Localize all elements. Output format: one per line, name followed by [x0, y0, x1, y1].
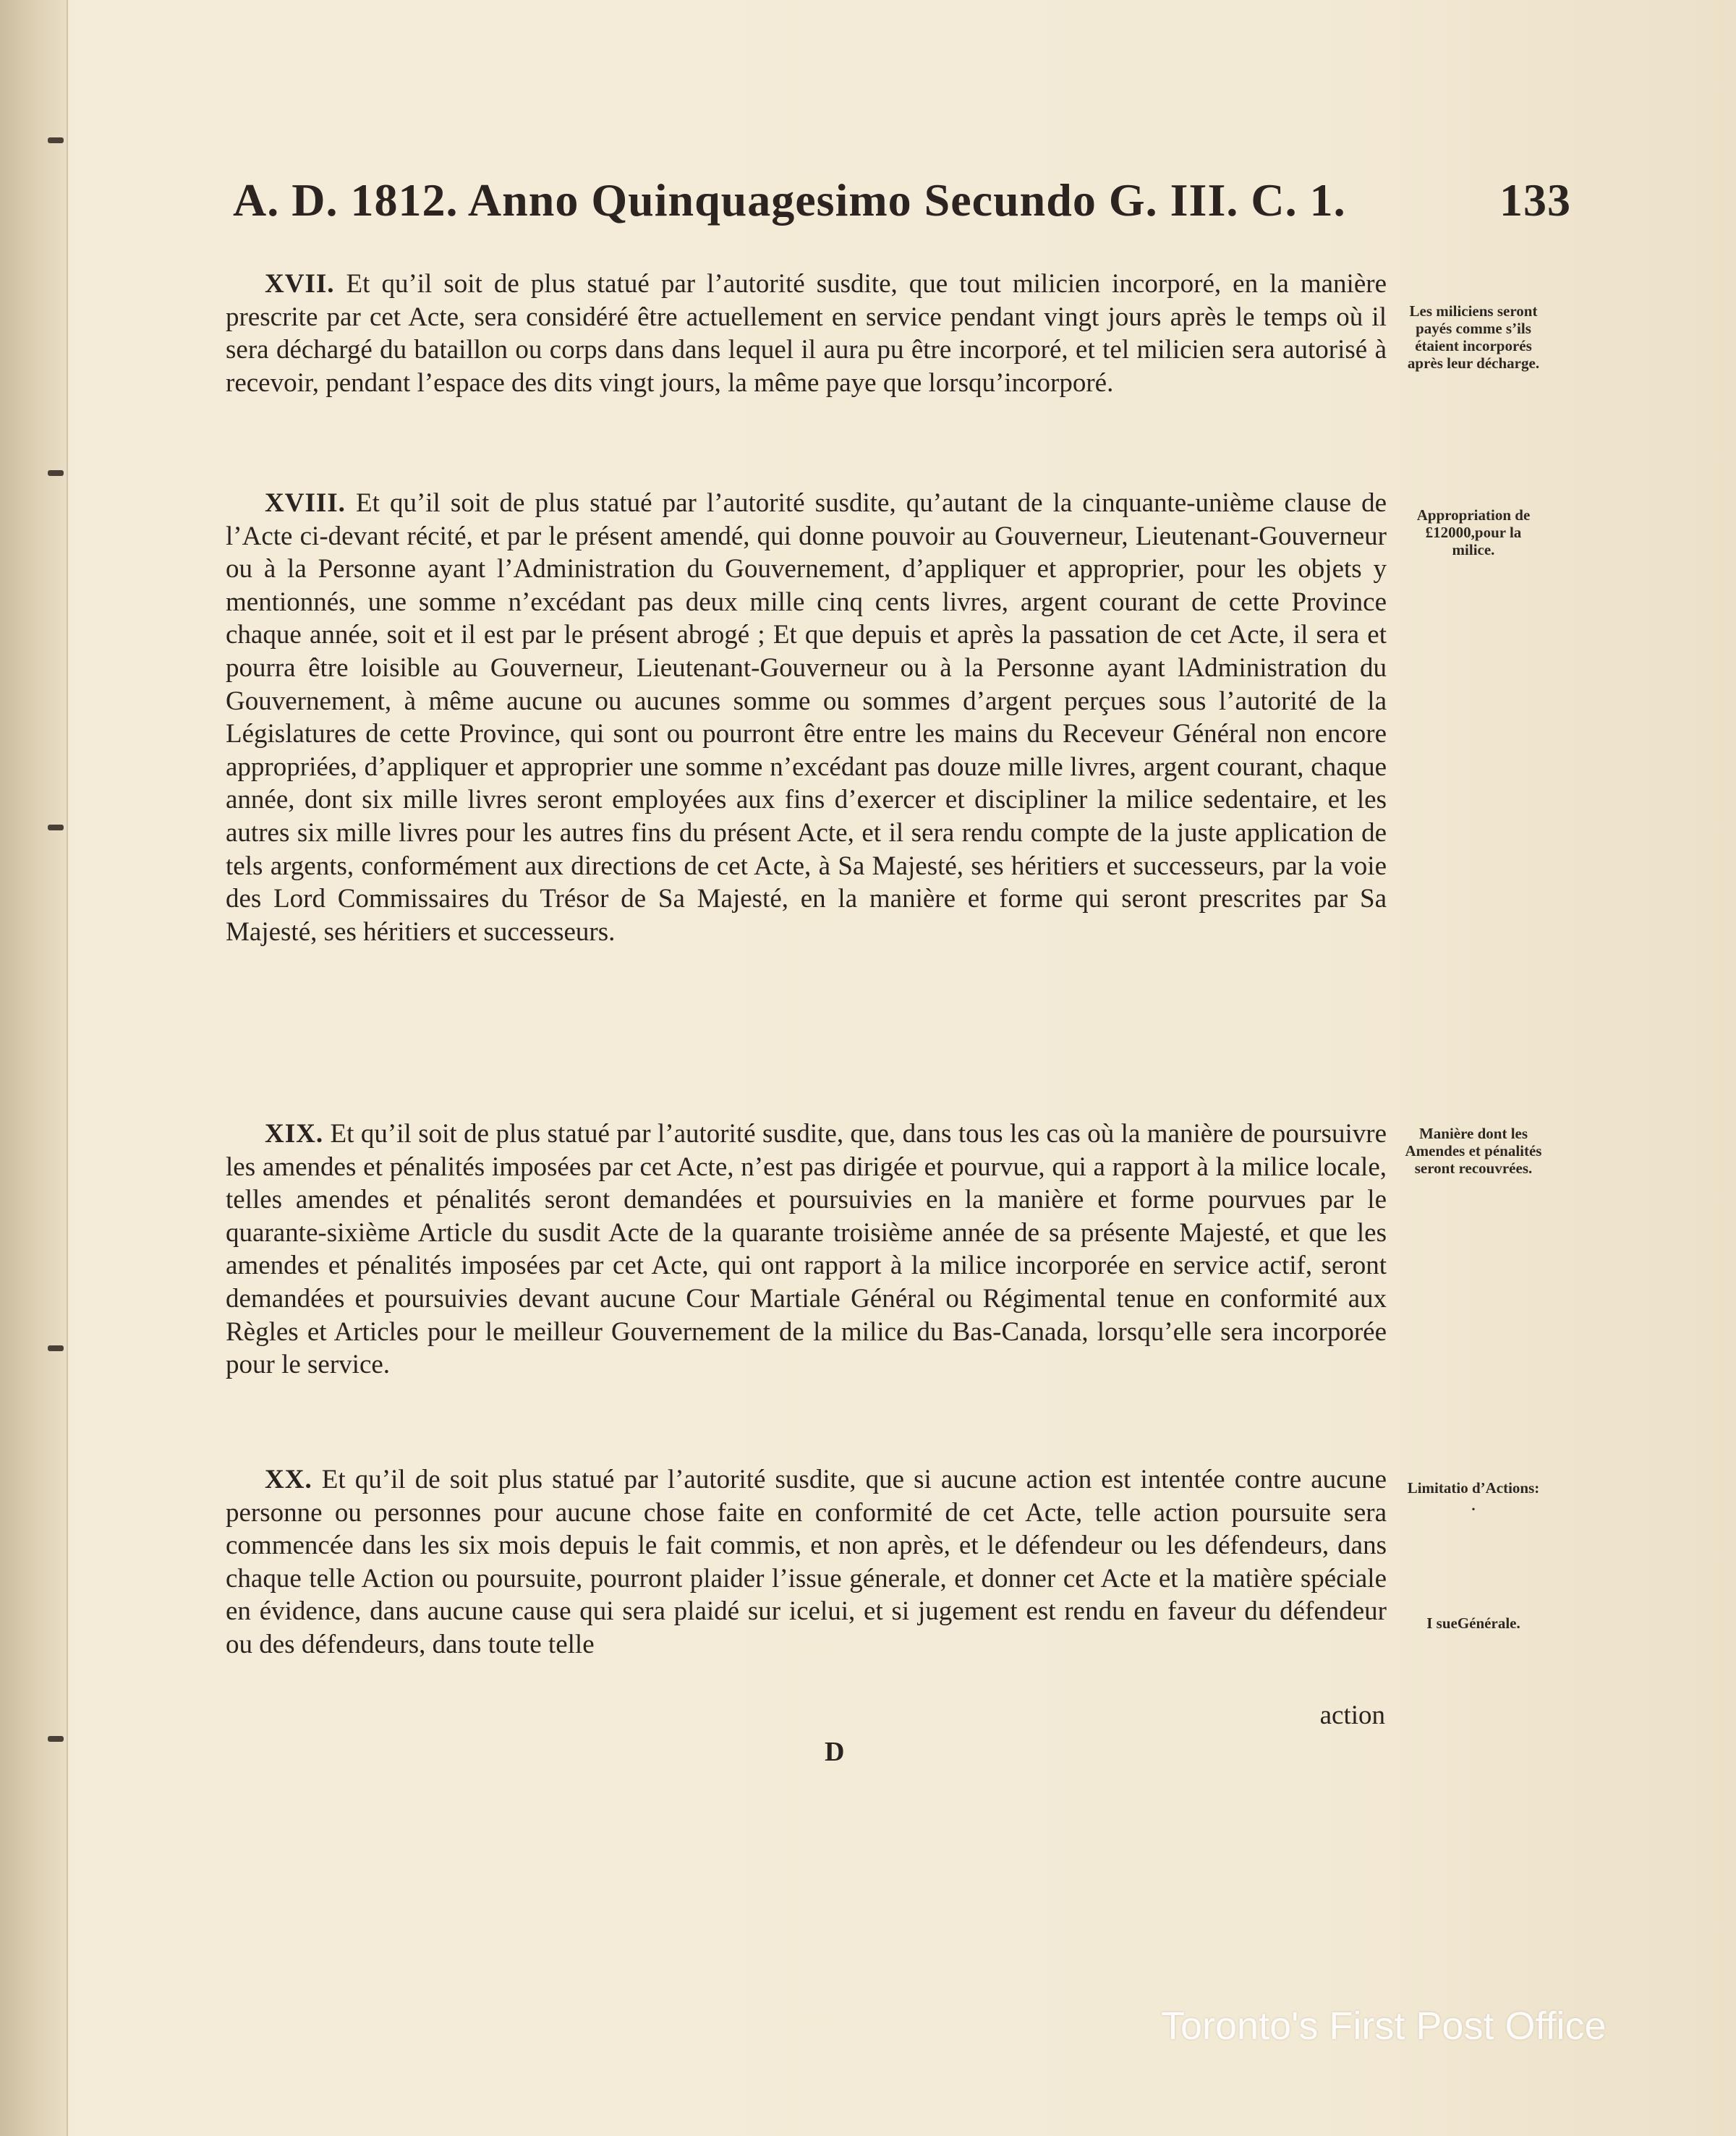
margin-note: I sueGénérale.: [1426, 1614, 1520, 1632]
section-text: Et qu’il de soit plus statué par l’autorité susdite, que si aucune action est intentée contre aucune personne ou personnes pour aucune chose faite en conformité de cet Acte, telle action poursuite sera commencée dans les six mois depuis le fait commis, et non après, et le défendeur ou les défendeurs, dans chaque telle Action ou poursuite, pourront plaider l’issue génerale, et donner cet Acte et la matière spéciale en évidence, dans aucune cause qui sera plaidé sur icelui, et si jugement est rendu en faveur du défendeur ou des défendeurs, dans toute telle: [226, 1465, 1387, 1659]
section-number: XX.: [265, 1465, 312, 1494]
section-text: Et qu’il soit de plus statué par l’autorité susdite, qu’autant de la cinquante-unième clause de l’Acte ci-devant récité, et par le présent amendé, qui donne pouvoir au Gouverneur, Lieutenant-Gouverneur ou à la Personne ayant l’Administration du Gouvernement, d’appliquer et approprier, pour les objets y mentionnés, une somme n’excédant pas deux mille cinq cents livres, argent courant de cette Province chaque année, soit et il est par le présent abrogé ; Et que depuis et après la passation de cet Acte, il sera et pourra être loisible au Gouverneur, Lieutenant-Gouverneur ou à la Personne ayant lAdministration du Gouvernement, à même aucune ou aucunes somme ou sommes d’argent perçues sous l’autorité de la Législatures de cette Province, qui sont ou pourront être entre les mains du Receveur Général non encore appropriées, d’appliquer et approprier une somme n’excédant pas douze mille livres, argent courant, chaque année, dont six mille livres seront employées aux fins d’exercer et discipliner la milice sedentaire, et les autres six mille livres pour les autres fins du présent Acte, et il sera rendu compte de la juste application de tels argents, conformément aux directions de cet Acte, à Sa Majesté, ses héritiers et successeurs, par la voie des Lord Commissaires du Trésor de Sa Majesté, en la manière et forme qui seront prescrites par Sa Majesté, ses héritiers et successeurs.: [226, 488, 1387, 947]
section-text: Et qu’il soit de plus statué par l’autorité susdite, que tout milicien incorporé, en la manière prescrite par cet Acte, sera considéré être actuellement en service pendant vingt jours après le temps où il sera déchargé du bataillon ou corps dans dans lequel il aura pu être incorporé, et tel milicien sera autorisé à recevoir, pendant l’espace des dits vingt jours, la même paye que lorsqu’incorporé.: [226, 269, 1387, 398]
binding-spine: [0, 0, 68, 2136]
watermark: Toronto's First Post Office: [1161, 2004, 1607, 2048]
section-paragraph: [226, 1463, 1387, 1661]
catchword: action: [1319, 1701, 1385, 1730]
stitch-mark: [48, 137, 64, 143]
margin-note: Les miliciens seront payés comme s’ils étaient incorporés après leur décharge.: [1407, 302, 1540, 372]
page-number: 133: [1499, 174, 1571, 226]
header-title: A. D. 1812. Anno Quinquagesimo Secundo G. III. C. 1.: [233, 174, 1346, 226]
section-number: XVII.: [265, 269, 335, 299]
margin-note: Appropriation de £12000,pour la milice.: [1416, 506, 1531, 558]
stitch-mark: [48, 1736, 64, 1742]
section-paragraph: [226, 268, 1387, 399]
section-paragraph: [226, 1118, 1387, 1382]
section-text: Et qu’il soit de plus statué par l’autorité susdite, que, dans tous les cas où la manière de poursuivre les amendes et pénalités imposées par cet Acte, n’est pas dirigée et pourvue, qui a rapport à la milice locale, telles amendes et pénalités seront demandées et poursuivies en la manière et forme pourvues par le quarante-sixième Article du susdit Acte de la quarante troisième année de sa présente Majesté, et que les amendes et pénalités imposées par cet Acte, qui ont rapport à la milice incorporée en service actif, seront demandées et poursuivies devant aucune Cour Martiale Général ou Régimental tenue en conformité aux Règles et Articles pour le meilleur Gouvernement de la milice du Bas-Canada, lorsqu’elle sera incorporée pour le service.: [226, 1119, 1387, 1380]
stitch-mark: [48, 1345, 64, 1351]
margin-note: Limitatio d’Actions: .: [1407, 1479, 1540, 1514]
margin-note: Manière dont les Amendes et pénalités seront recouvrées.: [1405, 1125, 1542, 1177]
section-paragraph: [226, 487, 1387, 948]
stitch-mark: [48, 470, 64, 476]
section-number: XIX.: [265, 1119, 324, 1149]
stitch-mark: [48, 825, 64, 830]
running-header: [233, 174, 1571, 239]
section-number: XVIII.: [265, 488, 346, 518]
signature-mark: D: [825, 1737, 845, 1767]
